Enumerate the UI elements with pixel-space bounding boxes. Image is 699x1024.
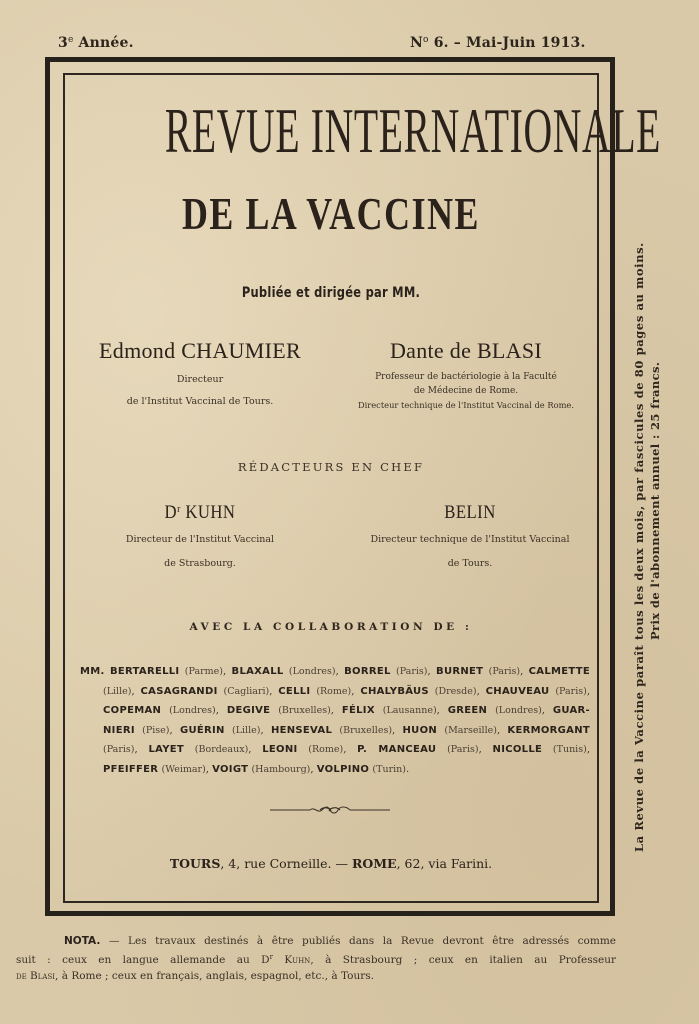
collaborator-name: FÉLIX xyxy=(341,705,375,716)
collaborator-name: NICOLLE xyxy=(492,744,543,755)
collaborator-name: PFEIFFER xyxy=(103,763,159,775)
collaborator-name: VOLPINO xyxy=(316,763,370,775)
director-role: Directeur xyxy=(176,374,224,385)
collaboration-heading: AVEC LA COLLABORATION DE : xyxy=(189,621,473,633)
nota-sup: r xyxy=(269,953,273,961)
collaborator-city: (Paris) xyxy=(488,666,521,677)
nota-text: — Les travaux destinés à être publiés dans la Revue devront être adressés comme xyxy=(100,935,616,947)
collaborator-city: (Paris) xyxy=(103,744,135,755)
nota-text: , à Strasbourg ; ceux en italien au Professeur xyxy=(310,954,616,966)
address-city-rome: ROME xyxy=(351,856,397,871)
collaborators-line: PFEIFFER (Weimar), VOIGT (Hambourg), VOLPINO (Turin). xyxy=(103,763,410,775)
address-street-rome: , 62, via Farini. xyxy=(396,856,493,871)
nota-name-kuhn: Kuhn xyxy=(272,954,311,966)
nota-name-de-blasi: de Blasi xyxy=(16,970,56,982)
collaborator-name: NIERI xyxy=(103,724,135,736)
address-street-tours: , 4, rue Corneille. — xyxy=(220,856,352,871)
collaborator-city: (Weimar) xyxy=(161,763,206,775)
director-name: Edmond CHAUMIER xyxy=(99,338,301,363)
editor-surname: KUHN xyxy=(180,502,236,523)
collaborator-name: BLAXALL xyxy=(231,666,284,677)
year-suffix: e xyxy=(67,35,74,45)
collaborator-name: GUAR- xyxy=(552,705,590,716)
collaborator-city: (Bruxelles) xyxy=(278,705,331,716)
editor-role: Directeur technique de l'Institut Vaccinal xyxy=(370,534,570,545)
collaborator-city: (Marseille) xyxy=(444,724,497,736)
collaborator-name: P. MANCEAU xyxy=(357,744,437,755)
collaborator-city: (Dresde) xyxy=(434,685,477,697)
collaborator-name: BORREL xyxy=(344,666,391,677)
collaborator-name: BERTARELLI xyxy=(109,666,180,677)
title-line-1: REVUE INTERNATIONALE xyxy=(164,95,662,166)
collaborator-name: CHALYBÄUS xyxy=(360,685,429,697)
collaborator-city: (Tunis) xyxy=(552,744,587,755)
collaborator-name: KERMORGANT xyxy=(507,724,590,736)
collaborator-city: (Bordeaux) xyxy=(194,744,249,755)
director-name: Dante de BLASI xyxy=(389,338,543,363)
published-by: Publiée et dirigée par MM. xyxy=(241,285,421,301)
collaborators-line: MM. BERTARELLI (Parme), BLAXALL (Londres), BORREL (Paris), BURNET (Paris), CALMETTE xyxy=(80,666,591,677)
collaborator-city: (Paris) xyxy=(396,666,428,677)
collaborator-city: (Bruxelles) xyxy=(339,724,393,736)
nota-line xyxy=(16,949,616,968)
collaborator-city: (Cagliari) xyxy=(223,685,270,697)
issue-text: 6. – Mai-Juin 1913. xyxy=(428,35,586,51)
sidebar-subscription-price: Prix de l'abonnement annuel : 25 francs. xyxy=(648,361,662,640)
collaborator-name: CELLI xyxy=(278,685,311,697)
collaborator-name: GUÉRIN xyxy=(179,724,225,736)
issue-degree: o xyxy=(423,35,429,45)
director-role: Professeur de bactériologie à la Faculté xyxy=(375,372,557,382)
collaborator-name: BURNET xyxy=(436,666,484,677)
collaborator-city: (Londres) xyxy=(495,705,542,716)
issue-label xyxy=(410,35,586,51)
collaborator-name: LAYET xyxy=(148,744,185,755)
editor-title: D xyxy=(164,502,178,523)
collaborator-name: HENSEVAL xyxy=(270,724,333,736)
editor-title-sup: r xyxy=(177,503,181,515)
director-faculty: de Médecine de Rome. xyxy=(413,386,519,396)
collaborator-name: CHAUVEAU xyxy=(485,685,550,697)
collaborator-city: (Parme) xyxy=(184,666,223,677)
year-label xyxy=(58,35,134,51)
nota-line xyxy=(16,968,616,984)
collaborator-name: COPEMAN xyxy=(103,705,162,716)
collaborator-city: (Lille) xyxy=(103,685,132,697)
collaborators-list xyxy=(80,662,590,779)
collaborator-name: GREEN xyxy=(447,705,488,716)
director-de-blasi xyxy=(335,338,597,412)
address-line xyxy=(63,856,599,871)
nota-paragraph xyxy=(16,933,616,984)
editor-city: de Tours. xyxy=(447,558,493,569)
title-line-2: DE LA VACCINE xyxy=(181,188,481,239)
collaborator-city: (Rome) xyxy=(308,744,344,755)
collaborators-line: (Lille), CASAGRANDI (Cagliari), CELLI (Rome), CHALYBÄUS (Dresde), CHAUVEAU (Paris), xyxy=(103,685,591,697)
nota-line xyxy=(60,933,616,949)
collaborator-city: (Lille) xyxy=(232,724,261,736)
collaborator-city: (Lausanne) xyxy=(382,705,437,716)
director-institution: de l'Institut Vaccinal de Tours. xyxy=(126,396,274,407)
editor-belin xyxy=(345,502,595,576)
collaborator-city: (Turin) xyxy=(372,763,406,775)
collaborator-city: (Pise) xyxy=(142,724,170,736)
nota-label: NOTA. xyxy=(64,935,101,947)
editor-name: BELIN xyxy=(444,502,496,523)
collaborator-name: HUON xyxy=(402,724,438,736)
collaborator-city: (Paris) xyxy=(555,685,587,697)
ornament-divider-icon xyxy=(268,803,392,817)
collaborator-name: CALMETTE xyxy=(528,666,591,677)
collaborator-city: (Paris) xyxy=(447,744,479,755)
collaborators-line: (Paris), LAYET (Bordeaux), LEONI (Rome), P. MANCEAU (Paris), NICOLLE (Tunis), xyxy=(103,744,590,755)
collaborator-city: (Londres) xyxy=(288,666,336,677)
collaborator-city: (Hambourg) xyxy=(251,763,311,775)
issue-prefix: N xyxy=(410,35,423,51)
nota-text: suit : ceux en langue allemande au D xyxy=(16,954,270,966)
nota-text: , à Rome ; ceux en français, anglais, espagnol, etc., à Tours. xyxy=(55,970,374,982)
collaborator-name: CASAGRANDI xyxy=(140,685,218,697)
director-chaumier xyxy=(80,338,320,410)
address-city-tours: TOURS xyxy=(169,856,221,871)
year-number: 3 xyxy=(58,35,68,51)
collaborator-name: LEONI xyxy=(262,744,298,755)
collaborator-city: (Londres) xyxy=(169,705,216,716)
collaborator-city: (Rome) xyxy=(316,685,352,697)
editor-kuhn xyxy=(80,502,320,576)
collaborators-line: NIERI (Pise), GUÉRIN (Lille), HENSEVAL (Bruxelles), HUON (Marseille), KERMORGANT xyxy=(103,724,590,736)
collaborators-prefix: MM. xyxy=(80,666,105,677)
collaborator-name: VOIGT xyxy=(212,763,249,775)
editors-heading: RÉDACTEURS EN CHEF xyxy=(237,460,425,474)
collaborators-line: COPEMAN (Londres), DEGIVE (Bruxelles), FÉLIX (Lausanne), GREEN (Londres), GUAR- xyxy=(103,705,590,716)
director-institution: Directeur technique de l'Institut Vaccinal de Rome. xyxy=(358,400,574,410)
editor-city: de Strasbourg. xyxy=(164,558,236,569)
editor-role: Directeur de l'Institut Vaccinal xyxy=(125,534,275,545)
sidebar-publication-note: La Revue de la Vaccine paraît tous les deux mois, par fascicules de 80 pages au moins. xyxy=(632,242,646,852)
year-text: Année. xyxy=(73,35,134,51)
editor-name xyxy=(94,502,305,524)
collaborator-name: DEGIVE xyxy=(226,705,271,716)
